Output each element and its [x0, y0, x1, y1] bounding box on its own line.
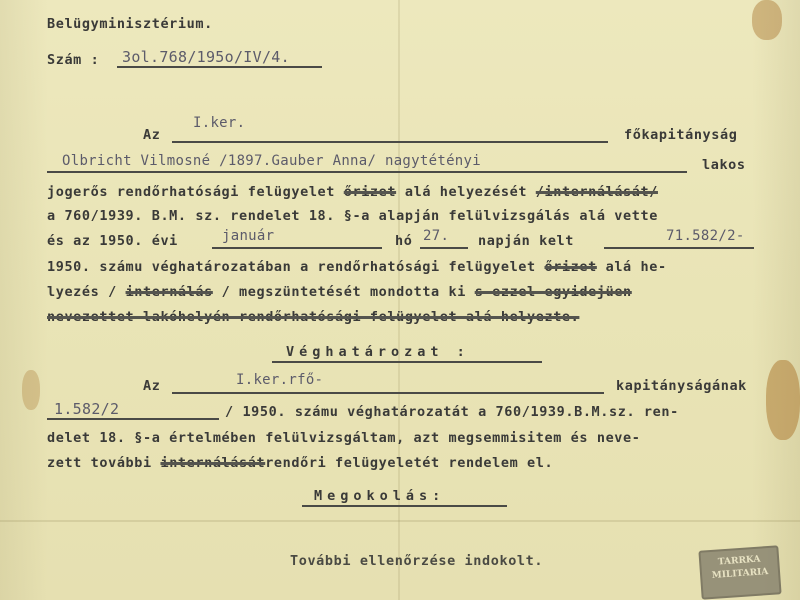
number-label: Szám : — [47, 52, 100, 68]
paper-stain-right — [766, 360, 800, 440]
line5-part-b: hó — [395, 233, 413, 249]
heading-megokolas-underline — [302, 505, 507, 507]
text-line-6 — [47, 259, 667, 275]
s2-line-3: delet 18. §-a értelmében felülvizsgáltam, azt megsemmisitem és neve- — [47, 430, 641, 446]
line3-struck-internalasat: /internálását/ — [535, 184, 658, 200]
line7-struck-internalas: internálás — [125, 284, 213, 300]
day-underline — [420, 247, 468, 249]
line5-part-c: napján kelt — [478, 233, 575, 249]
stamp-line-1: TARRKA — [717, 554, 761, 568]
s2-issuer-suffix: kapitányságának — [616, 378, 747, 394]
line6-part-b: alá he- — [605, 259, 667, 275]
line3-part-a: jogerős rendőrhatósági felügyelet — [47, 184, 336, 200]
line5-part-a: és az 1950. évi — [47, 233, 178, 249]
line6-struck-orizet: őrizet — [544, 259, 597, 275]
s2-issuer-underline — [172, 392, 604, 394]
person-underline — [47, 171, 687, 173]
ministry-title: Belügyminisztérium. — [47, 16, 213, 32]
number-underline — [117, 66, 322, 68]
stamp-line-2: MILITARIA — [711, 567, 769, 581]
az-label: Az — [143, 127, 161, 143]
text-line-7 — [47, 284, 632, 300]
line6-part-a: 1950. számu véghatározatában a rendőrhatósági felügyelet — [47, 259, 536, 275]
line7-part-b: / megszüntetését mondotta ki — [221, 284, 466, 300]
heading-veghatarozat: Véghatározat : — [286, 344, 470, 360]
reference-handwritten: 71.582/2- — [666, 228, 745, 244]
s2-line4-struck-internalasat: internálását — [160, 455, 266, 471]
paper-stain-top-right — [752, 0, 782, 40]
text-line-8-struck: nevezettet lakóhelyén rendőrhatósági felügyelet alá helyezte. — [47, 309, 580, 325]
line7-struck-egyidejuen: s ezzel egyidejüen — [474, 284, 632, 300]
text-line-4: a 760/1939. B.M. sz. rendelet 18. §-a alapján felülvizsgálás alá vette — [47, 208, 658, 224]
number-value: 3ol.768/195o/IV/4. — [122, 48, 290, 66]
line3-part-b: alá helyezését — [404, 184, 528, 200]
s2-number-underline — [47, 418, 219, 420]
issuer-underline — [172, 141, 608, 143]
day-handwritten: 27. — [423, 228, 450, 244]
s2-line-2: / 1950. számu véghatározatát a 760/1939.B.M.sz. ren- — [225, 404, 679, 420]
person-handwritten: Olbricht Vilmosné /1897.Gauber Anna/ nagytétényi — [62, 153, 481, 169]
reason-text: További ellenőrzése indokolt. — [290, 553, 544, 569]
month-underline — [212, 247, 382, 249]
s2-line4-part-b: rendőri felügyeletét rendelem el. — [265, 455, 554, 471]
month-handwritten: január — [222, 228, 275, 244]
s2-number-handwritten: 1.582/2 — [54, 400, 120, 418]
heading-veghatarozat-underline — [272, 361, 542, 363]
text-line-3 — [47, 184, 658, 200]
s2-line4-part-a: zett további — [47, 455, 152, 471]
s2-issuer-handwritten: I.ker.rfő- — [236, 372, 324, 388]
issuer-suffix: főkapitányság — [624, 127, 738, 143]
paper-stain-left — [22, 370, 40, 410]
reference-underline — [604, 247, 754, 249]
s2-az-label: Az — [143, 378, 161, 394]
line3-struck-orizet: őrizet — [343, 184, 397, 200]
heading-megokolas: Megokolás: — [314, 488, 446, 504]
lakos-label: lakos — [702, 157, 746, 173]
issuer-handwritten: I.ker. — [193, 115, 246, 131]
line7-part-a: lyezés / — [47, 284, 117, 300]
paper-fold-vertical — [398, 0, 400, 600]
s2-line-4 — [47, 455, 553, 471]
watermark-stamp — [698, 545, 781, 599]
paper-fold-horizontal — [0, 520, 800, 522]
